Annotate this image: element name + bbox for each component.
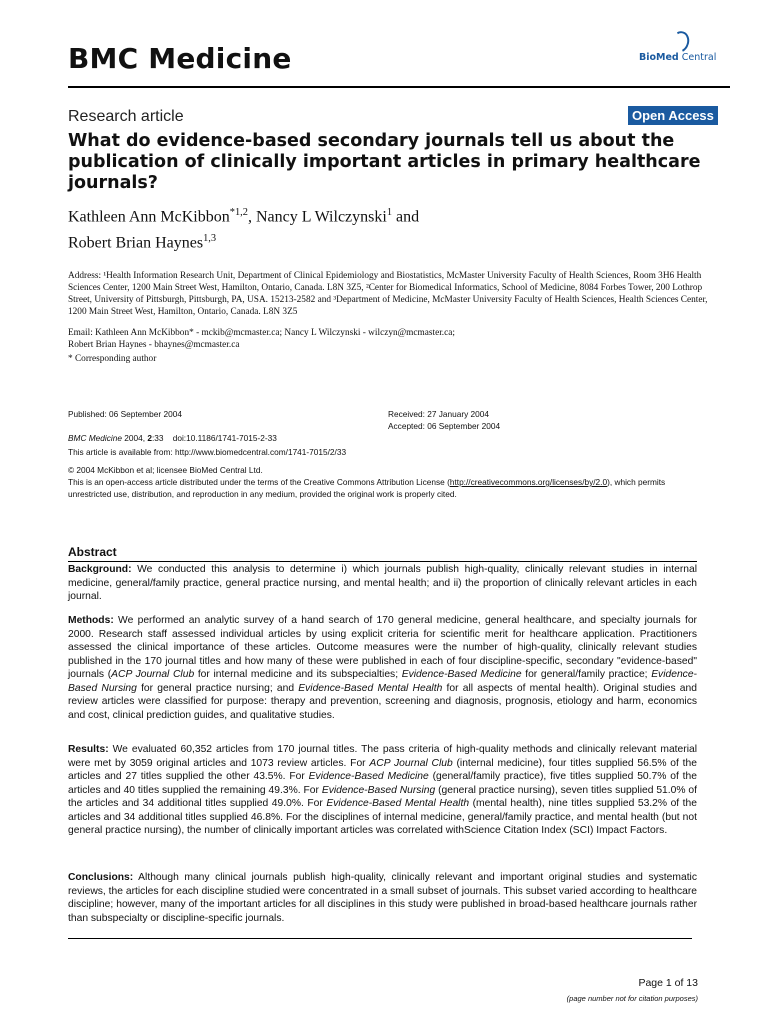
citation-year: 2004,: [121, 433, 148, 443]
publication-info: [68, 408, 277, 444]
section-text: (internal medicine), four titles supplied 56.5% of the articles and 27 titles supplied the other 43.5%. For: [68, 757, 697, 782]
section-text: for internal medicine and its subspecialties;: [194, 669, 402, 680]
section-text: We conducted this analysis to determine i) which journals publish high-quality, clinically relevant studies in internal medicine, general/family practice, general practice nursing, and mental health; and ii) the proportion of clinically relevant articles in each journal.: [68, 564, 697, 602]
author-separator: and: [392, 208, 420, 226]
author-affiliation: 1: [386, 207, 393, 218]
journal-name-italic: Evidence-Based Nursing: [68, 669, 697, 694]
doi[interactable]: doi:10.1186/1741-7015-2-33: [172, 433, 277, 443]
citation-journal: BMC Medicine: [68, 433, 122, 443]
email-line: Robert Brian Haynes - bhaynes@mcmaster.ca: [68, 340, 240, 350]
header-rule: [68, 86, 730, 88]
dates-info: [388, 408, 500, 432]
journal-name-italic: Evidence-Based Mental Health: [298, 682, 443, 694]
section-text: We performed an analytic survey of a hand search of 170 general medicine, general healthcare, and specialty journals for 2000. Research staff assessed individual articles by using explicit criteria for scientific merit for healthcare application. Practitioners assessed the clinical importance of these articles. Outcome measures were the number of high-quality, clinically relevant studies published in the 170 journal titles and how many of these were published in each of four discipline-specific, secondary "evidence-based" journals (: [68, 615, 697, 680]
section-label: Results:: [68, 744, 109, 755]
corresponding-author-note: * Corresponding author: [68, 354, 157, 364]
abstract-rule: [68, 561, 697, 562]
logo-text-biomed: BioMed: [639, 52, 679, 63]
section-label: Background:: [68, 564, 132, 575]
author-affiliation: 1,3: [203, 233, 217, 245]
abstract-methods: [68, 614, 697, 722]
journal-name-italic: Evidence-Based Medicine: [308, 771, 429, 782]
page-number-note: (page number not for citation purposes): [566, 994, 698, 1003]
abstract-end-rule: [68, 938, 692, 939]
received-date: Received: 27 January 2004: [388, 409, 490, 419]
author-separator: ,: [247, 208, 256, 226]
abstract-results: [68, 743, 697, 838]
author-name: Robert Brian Haynes: [68, 234, 204, 252]
published-date: Published: 06 September 2004: [68, 409, 182, 419]
journal-name-italic: Evidence-Based Nursing: [321, 784, 436, 796]
article-url[interactable]: This article is available from: http://www.biomedcentral.com/1741-7015/2/33: [68, 447, 347, 457]
accepted-date: Accepted: 06 September 2004: [388, 421, 501, 431]
section-text: Although many clinical journals publish high-quality, clinically relevant and important original studies and systematic reviews, the articles for each discipline studied were concentrated in a small subset of journals. This subset varied according to healthcare discipline; however, many of the important articles for all disciplines in this study were published in broad-based healthcare journals rather than subspecialty or discipline-specific journals.: [68, 872, 697, 924]
citation-pages: :33: [151, 433, 164, 443]
section-text: for general/family practice;: [521, 669, 652, 680]
copyright: © 2004 McKibbon et al; licensee BioMed Central Ltd.: [68, 465, 263, 475]
logo-text-central: Central: [678, 52, 717, 63]
license-text: This is an open-access article distributed under the terms of the Creative Commons Attribution License (: [68, 477, 450, 487]
open-access-badge: Open Access: [628, 106, 718, 125]
journal-name-italic: ACP Journal Club: [111, 669, 195, 680]
author-name: Nancy L Wilczynski: [255, 208, 387, 226]
author-name: Kathleen Ann McKibbon: [68, 208, 230, 226]
author-addresses: Address: ¹Health Information Research Unit, Department of Clinical Epidemiology and Biostatistics, McMaster University Faculty of Health Sciences, Room 3H6 Health Sciences Center, 1200 Main Street West, Hamilton, Ontario, Canada. L8N 3Z5, ²Center for Biomedical Informatics, School of Medicine, 8084 Forbes Tower, 200 Lothrop Street, University of Pittsburgh, Pittsburgh, PA, USA. 15213-2582 and ³Department of Medicine, McMaster University Faculty of Health Sciences, Health Sciences Center, 1200 Main Street West, Hamilton, Ontario, Canada. L8N 3Z5: [68, 271, 708, 317]
biomed-central-logo: [633, 30, 723, 70]
journal-name: BMC Medicine: [68, 42, 292, 75]
author-list: [68, 202, 568, 255]
license-text-end: ), which permits unrestricted use, distribution, and reproduction in any medium, provided the original work is properly cited.: [68, 477, 666, 499]
section-text: for general practice nursing; and: [136, 682, 299, 694]
citation-volume: 2: [147, 433, 152, 443]
journal-name-italic: ACP Journal Club: [369, 757, 453, 769]
author-emails: [68, 327, 708, 351]
abstract-background: [68, 563, 697, 604]
email-line: Email: Kathleen Ann McKibbon* - mckib@mcmaster.ca; Nancy L Wilczynski - wilczyn@mcmaster.ca;: [68, 328, 455, 338]
page-number: Page 1 of 13: [638, 977, 698, 989]
author-affiliation: *1,2: [229, 207, 248, 218]
section-text: We evaluated 60,352 articles from 170 journal titles. The pass criteria of high-quality methods and clinically relevant material were met by 3059 original articles and 1073 review articles. For: [68, 744, 697, 769]
section-label: Methods:: [68, 615, 114, 626]
license-link[interactable]: http://creativecommons.org/licenses/by/2.0: [449, 477, 608, 487]
journal-name-italic: Evidence-Based Mental Health: [326, 798, 470, 809]
section-text: (general practice nursing), seven titles supplied 51.0% of the articles and 34 additional titles supplied 49.0%. For: [68, 784, 697, 809]
section-text: (mental health), nine titles supplied 53.2% of the articles and 34 additional titles supplied 46.8%. For the disciplines of internal medicine, general/family practice, and mental health (but not general practice nursing), the number of clinically important articles was correlated withScience Citation Index (SCI) Impact Factors.: [68, 798, 697, 836]
journal-name-italic: Evidence-Based Medicine: [401, 669, 522, 680]
abstract-heading: Abstract: [68, 545, 117, 559]
section-text: for all aspects of mental health). Original studies and review articles were classified for purpose: therapy and prevention, screening and diagnosis, prognosis, etiology and harm, economics and cost, clinical prediction guides, and qualitative studies.: [68, 682, 697, 721]
article-type: Research article: [68, 108, 184, 125]
abstract-conclusions: [68, 871, 697, 925]
license-block: [68, 464, 708, 500]
section-label: Conclusions:: [68, 872, 134, 883]
article-title: What do evidence-based secondary journals tell us about the publication of clinically important articles in primary healthcare journals?: [68, 131, 701, 193]
section-text: (general/family practice), five titles supplied 50.7% of the articles and 40 titles supplied the remaining 49.3%. For: [68, 771, 697, 796]
